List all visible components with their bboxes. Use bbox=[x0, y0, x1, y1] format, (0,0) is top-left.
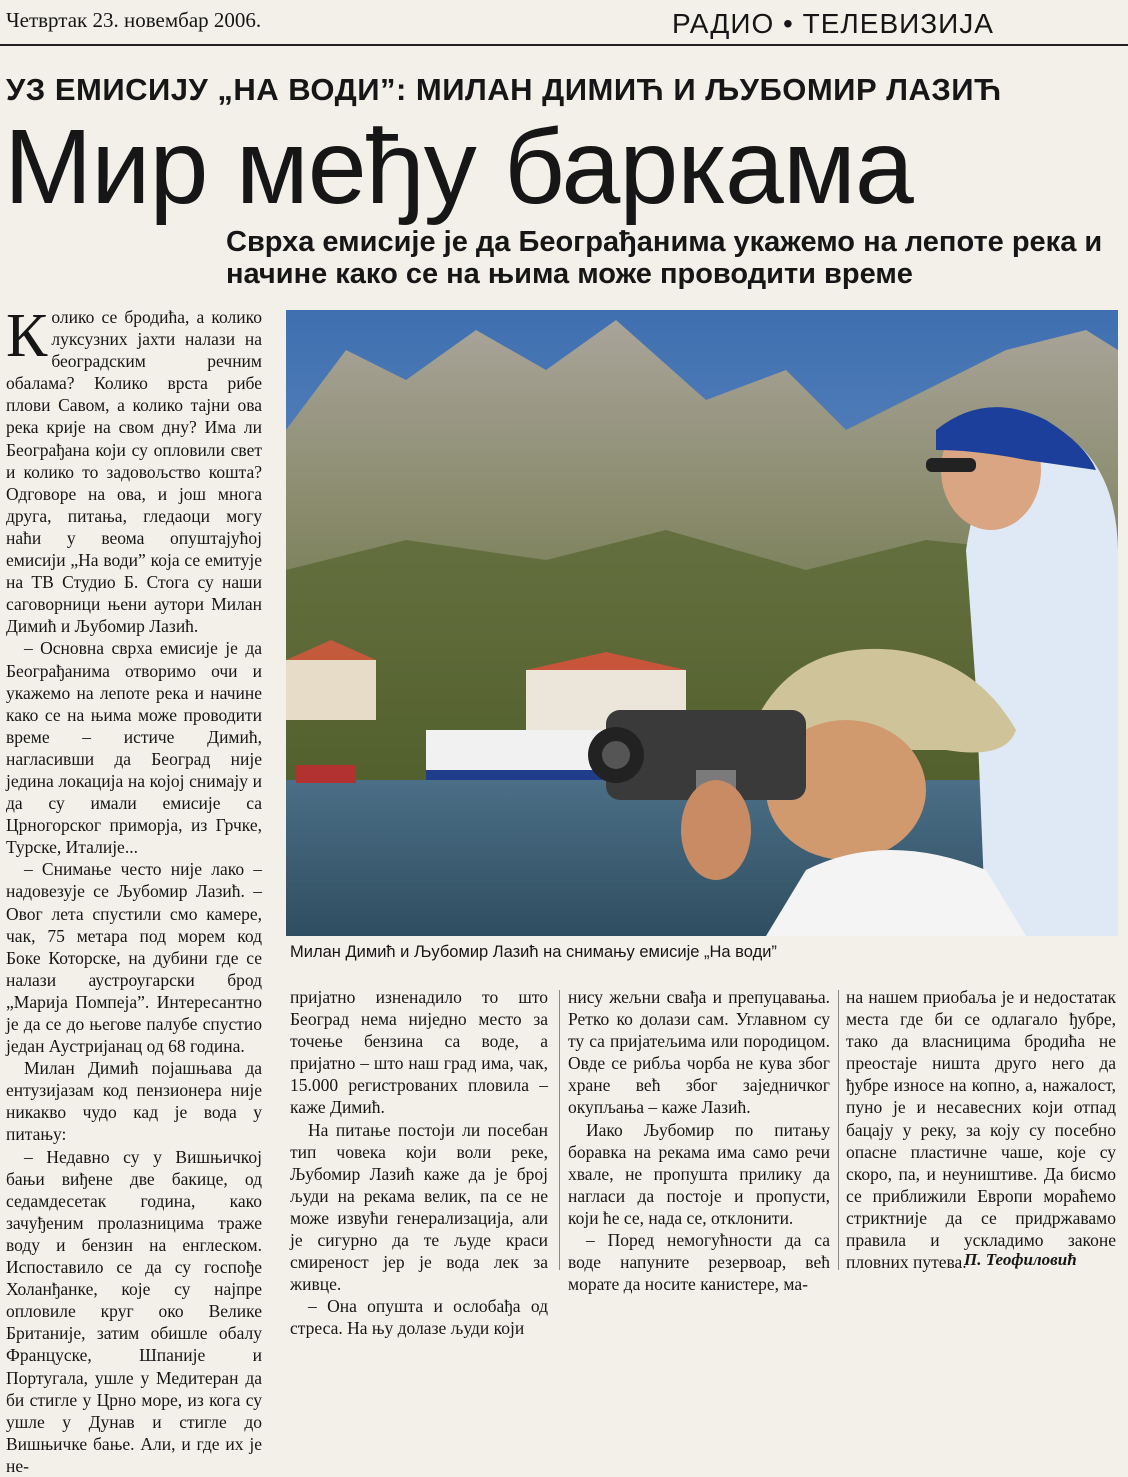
paragraph: Колико се бродића, а колико луксузних јахти налази на београдским речним обалама? Колико врста рибе плови Савом, а колико тајни ова река крије на свом дну? Има ли Београђана који су опловили свет и колико то задовољство кошта? Одговоре на ова, и још многа друга, питања, гледаоци могу наћи у веома опуштајућој емисији „На води” која се емитује на ТВ Студио Б. Стога су наши саговорници њени аутори Милан Димић и Љубомир Лазић. bbox=[6, 302, 262, 637]
article-column-2 bbox=[290, 986, 548, 1340]
kicker: УЗ ЕМИСИЈУ „НА ВОДИ”: МИЛАН ДИМИЋ И ЉУБОМИР ЛАЗИЋ bbox=[6, 72, 1002, 107]
paragraph: – Основна сврха емисије је да Београђанима отворимо очи и укажемо на лепоте река и начине како се на њима може проводити време – истиче Димић, нагласивши да Београд није једина локација на којој снимају и да су имали емисије са Црногорског приморја, из Грчке, Турске, Италије... bbox=[6, 638, 262, 858]
paragraph: нису жељни свађа и препуцавања. Ретко ко долази сам. Углавном су ту са пријатељима или породицом. Овде се рибља чорба не кува због хране већ због заједничког окупљања – каже Лазић. bbox=[568, 987, 830, 1118]
drop-cap: К bbox=[6, 302, 48, 370]
paragraph: На питање постоји ли посебан тип човека који воли реке, Љубомир Лазић каже да је број људи на рекама велик, па се не може извући генерализација, али је сигурно да те људе краси смиреност јер је вода лек за живце. bbox=[290, 1119, 548, 1295]
photo-illustration bbox=[286, 310, 1118, 936]
article-photo bbox=[286, 310, 1118, 936]
column-divider bbox=[559, 990, 560, 1270]
column-divider bbox=[838, 990, 839, 1270]
headline: Мир међу баркама bbox=[4, 108, 913, 226]
paragraph: – Поред немогућности да са воде напуните резервоар, већ морате да носите канистере, ма- bbox=[568, 1230, 830, 1295]
paragraph: на нашем приобаља је и недостатак места где би се одлагало ђубре, тако да власницима бродића не преостаје ништа друго него да ђубре износе на копно, а, нажалост, пуно је и несавесних који отпад бацају у реку, за коју су посебно опасне пластичне чаше, које су скоро, па, и неуништиве. Да бисмо се приближили Европи мораћемо стриктније да се придржавамо правила и ускладимо законе пловних путева. bbox=[846, 987, 1116, 1273]
paragraph: – Недавно су у Вишњичкој бањи виђене две бакице, од седамдесетак година, како зачуђеним пролазницима траже воду и бензин на енглеском. Испоставило се да су госпође Холанђанке, које су најпре опловиле круг око Велике Британије, затим обишле обалу Француске, Шпаније и Португала, ушле у Медитеран да би стигле у Црно море, из кога су ушле у Дунав и стигле до Вишњичке бање. Али, и где их је не- bbox=[6, 1146, 262, 1476]
article-column-4 bbox=[846, 986, 1116, 1273]
article-column-3 bbox=[568, 986, 830, 1295]
article-column-1 bbox=[6, 302, 262, 1477]
paragraph: Иако Љубомир по питању боравка на рекама има само речи хвале, не пропушта прилику да нагласи да постоје и пропусти, који ће се, нада се, отклонити. bbox=[568, 1119, 830, 1228]
section-label: РАДИО • ТЕЛЕВИЗИЈА bbox=[672, 8, 994, 39]
paragraph: – Снимање често није лако – надовезује се Љубомир Лазић. – Овог лета спустили смо камере, чак, 75 метара под морем код Боке Которске, на дубини где се налази аустроугарски брод „Марија Помпеја”. Интересантно је да се до његове палубе спустио један Аустријанац од 68 година. bbox=[6, 859, 262, 1057]
header-rule bbox=[0, 44, 1128, 46]
paragraph: пријатно изненадило то што Београд нема ниједно место за точење бензина са воде, а пријатно – што наш град има, чак, 15.000 регистрованих пловила – каже Димић. bbox=[290, 987, 548, 1118]
issue-date: Четвртак 23. новембар 2006. bbox=[6, 8, 262, 32]
paragraph: – Она опушта и ослобађа од стреса. На њу долазе људи који bbox=[290, 1296, 548, 1339]
subtitle: Сврха емисије је да Београђанима укажемо на лепоте река и начине како се на њима може проводити време bbox=[226, 226, 1103, 291]
paragraph: Милан Димић појашњава да ентузијазам код пензионера није никакво чудо кад је вода у питању: bbox=[6, 1058, 262, 1145]
author-byline: П. Теофиловић bbox=[964, 1250, 1077, 1269]
photo-caption: Милан Димић и Љубомир Лазић на снимању емисије „На води” bbox=[290, 943, 777, 961]
